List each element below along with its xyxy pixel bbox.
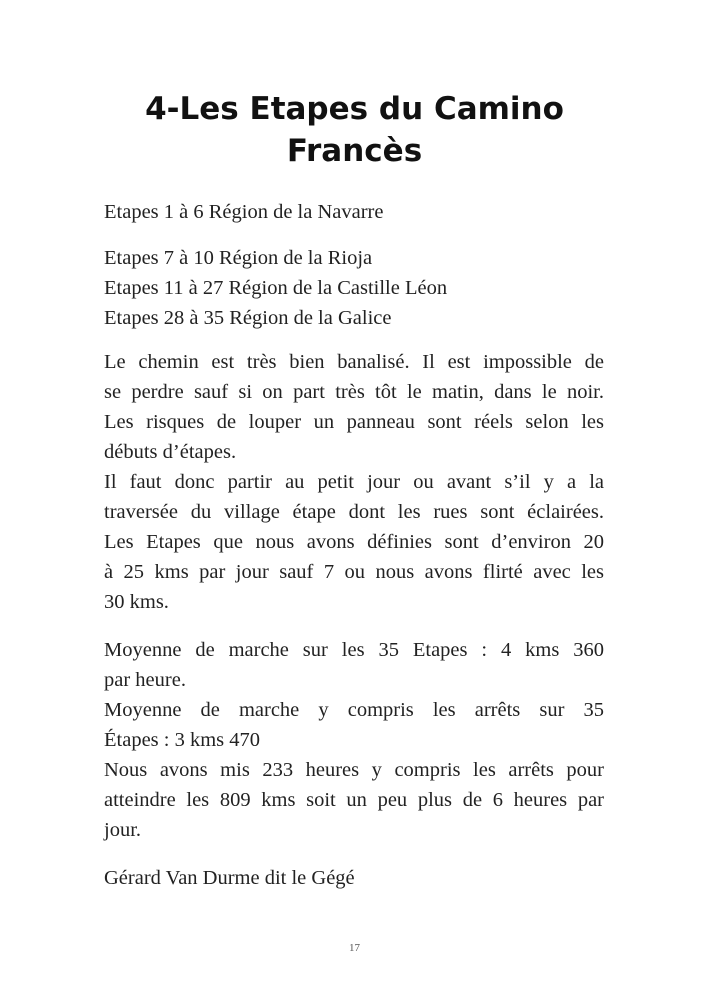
region-line: Etapes 28 à 35 Région de la Galice: [104, 307, 392, 329]
paragraph-waymarking: [104, 347, 604, 617]
region-line: Etapes 1 à 6 Région de la Navarre: [104, 201, 384, 223]
region-line: Etapes 11 à 27 Région de la Castille Léon: [104, 277, 448, 299]
region-list: [104, 243, 604, 333]
paragraph-averages: [104, 635, 604, 845]
text-line: par heure.: [104, 669, 186, 691]
title-line-1: 4-Les Etapes du Camino: [145, 91, 564, 127]
text-line: atteindre les 809 kms soit un peu plus de 6 heures par: [104, 789, 604, 811]
page-title: [60, 88, 649, 172]
region-line: Etapes 7 à 10 Région de la Rioja: [104, 247, 373, 269]
text-line: Il faut donc partir au petit jour ou avant s’il y a la: [104, 471, 604, 493]
text-line: Étapes : 3 kms 470: [104, 729, 261, 751]
text-line: jour.: [104, 819, 142, 841]
page-number: 17: [349, 942, 360, 954]
text-line: Nous avons mis 233 heures y compris les arrêts pour: [104, 759, 604, 781]
text-line: 30 kms.: [104, 591, 169, 613]
text-line: traversée du village étape dont les rues sont éclairées.: [104, 501, 604, 523]
text-line: Les Etapes que nous avons définies sont d’environ 20: [104, 531, 604, 553]
text-line: Moyenne de marche sur les 35 Etapes : 4 kms 360: [104, 639, 604, 661]
signature: [104, 863, 604, 893]
text-line: à 25 kms par jour sauf 7 ou nous avons flirté avec les: [104, 561, 604, 583]
title-line-2: Francès: [286, 133, 423, 169]
text-line: débuts d’étapes.: [104, 441, 237, 463]
text-line: se perdre sauf si on part très tôt le matin, dans le noir.: [104, 381, 604, 403]
text-line: Moyenne de marche y compris les arrêts sur 35: [104, 699, 604, 721]
signature-text: Gérard Van Durme dit le Gégé: [104, 867, 355, 889]
text-line: Le chemin est très bien banalisé. Il est impossible de: [104, 351, 604, 373]
text-line: Les risques de louper un panneau sont réels selon les: [104, 411, 604, 433]
region-navarre: [104, 197, 604, 227]
